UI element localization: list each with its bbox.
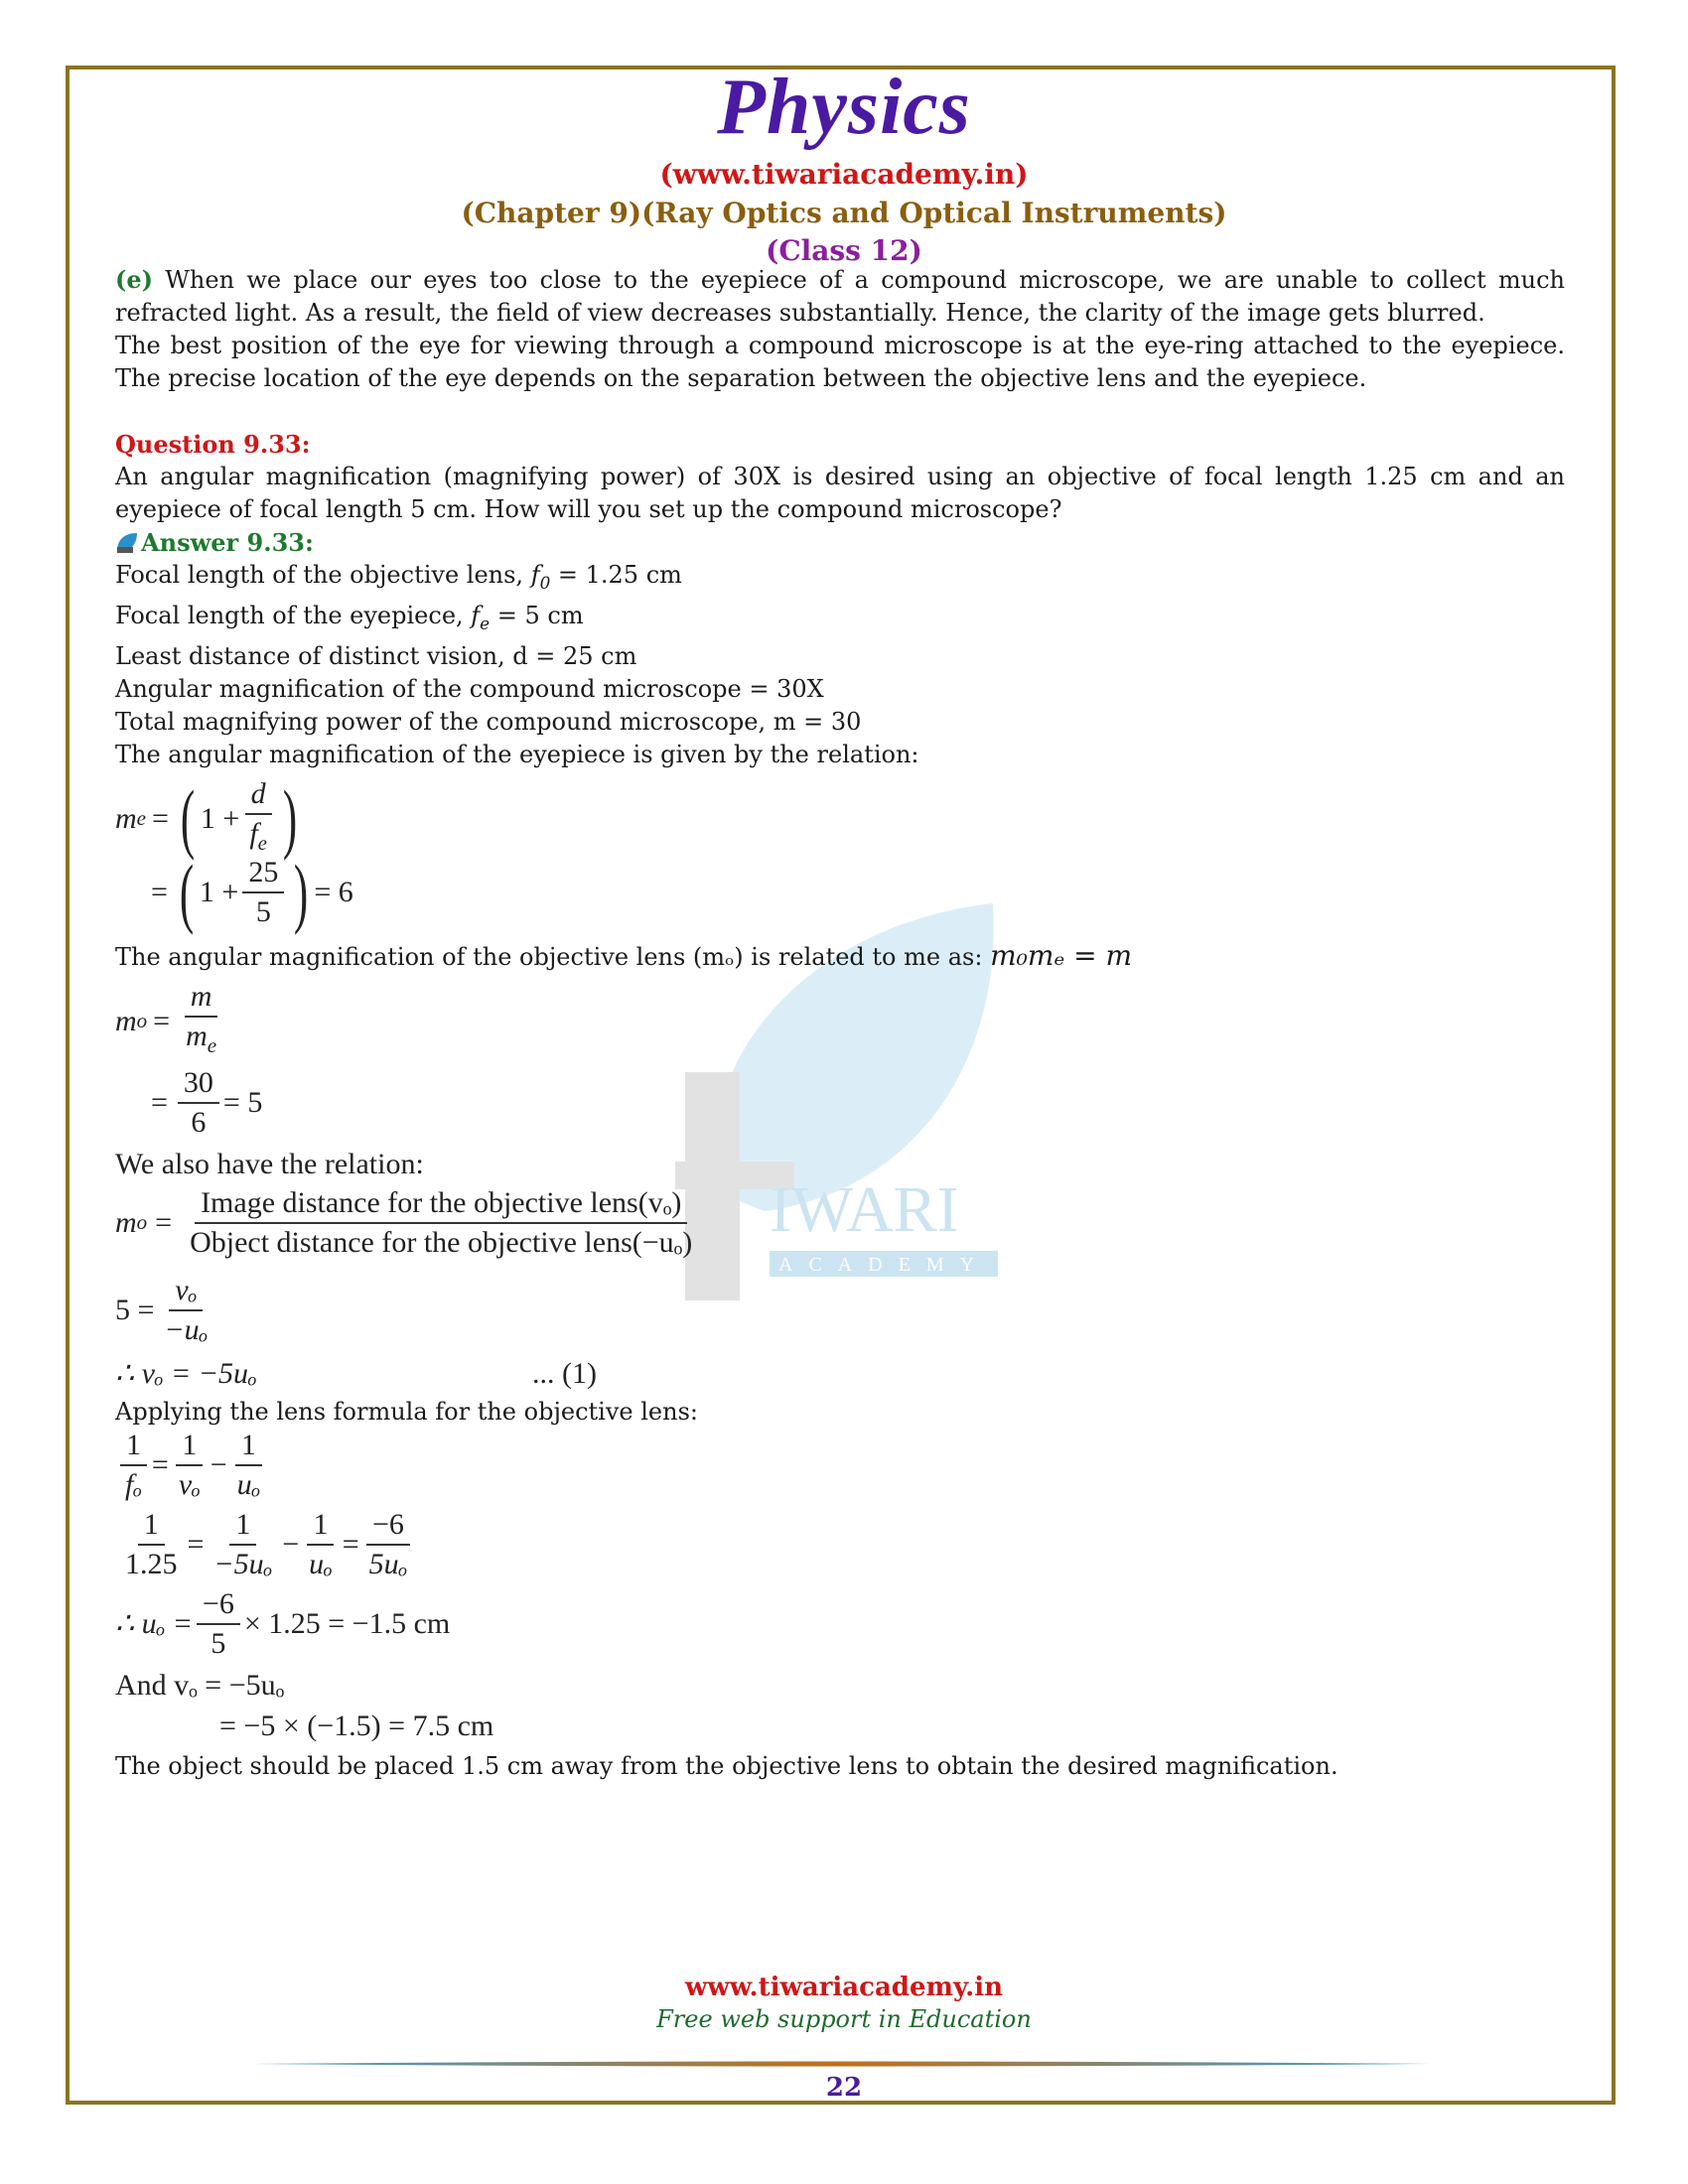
answer-line3: Least distance of distinct vision, d = 25 cm	[115, 641, 637, 670]
answer-line5: Total magnifying power of the compound microscope, m = 30	[115, 707, 862, 736]
eq-me: m e = ( 1 + $\frac{d}{f_e}$ ) = ( 1 + $\frac{25}{5}$ ) = 6	[115, 774, 353, 935]
answer-line2: Focal length of the eyepiece, $f_e = 5$ cm	[115, 601, 584, 633]
answer-line1: Focal length of the objective lens, $f_0 = 1.25$ cm	[115, 561, 682, 593]
answer-heading	[115, 526, 1565, 559]
watermark-text: IWARI	[770, 1173, 959, 1246]
footer-site: www.tiwariacademy.in	[685, 1973, 1003, 2002]
answer-line8: We also have the relation:	[115, 1147, 424, 1180]
page-content	[115, 263, 1565, 1783]
part-e-para1	[115, 263, 1565, 330]
eq-mo: m o = $\frac{m}{m_e}$ = $\frac{30}{6}$ = 5	[115, 979, 263, 1139]
page-footer	[0, 1971, 1688, 2034]
answer-line7: The angular magnification of the objective lens (mₒ) is related to me as: m₀mₑ = m	[115, 938, 1133, 972]
answer-title: Answer 9.33:	[141, 528, 314, 557]
answer-line6: The angular magnification of the eyepiece is given by the relation:	[115, 740, 919, 768]
page-number: 22	[825, 2073, 863, 2103]
answer-conclusion: The object should be placed 1.5 cm away from the objective lens to obtain the desired magnification.	[115, 1751, 1338, 1780]
eq-five: 5 = $\frac{\text{vₒ}}{\text{−uₒ}}$ ∴ vₒ = −5uₒ ... (1)	[115, 1273, 597, 1390]
header-site: (www.tiwariacademy.in)	[659, 158, 1029, 191]
question-title: Question 9.33:	[115, 430, 311, 459]
answer-line4: Angular magnification of the compound microscope = 30X	[115, 674, 824, 703]
question-text: An angular magnification (magnifying power) of 30X is desired using an objective of focal length 1.25 cm and an eyepiece of focal length 5 cm. How will you set up the compound microscope?	[115, 463, 1565, 523]
header-chapter: (Chapter 9)(Ray Optics and Optical Instruments)	[461, 197, 1227, 229]
footer-divider	[248, 2061, 1430, 2067]
eq-mo-relation: m o = $\frac{\text{Image distance for the objective lens(vₒ)}}{\text{Object distance for the objective lens(−uₒ)}}$	[115, 1185, 693, 1259]
eq-lens-formula: $\frac{1}{\text{fₒ}}$ = $\frac{1}{\text{vₒ}}$ − $\frac{1}{\text{uₒ}}$ $\frac{1}{1.25}$ = $\frac{1}{\text{−5uₒ}}$ − $\frac{1}{\text{uₒ}}$ = $\frac{-6}{\text{5uₒ}}$ ∴ uₒ = $\frac{-6}{5}$ × 1.25 = −1.5 cm And vₒ = −5uₒ = −5 × (−1.5) = 7.5 cm	[115, 1428, 494, 1742]
footer-tagline: Free web support in Education	[656, 2005, 1032, 2033]
page-title: Physics	[717, 64, 971, 151]
part-e-text1: When we place our eyes too close to the eyepiece of a compound microscope, we are unable to collect much refracted light. As a result, the field of view decreases substantially. Hence, the clarity of the image gets blurred.	[115, 266, 1565, 327]
answer-leaf-icon	[115, 531, 139, 555]
part-e-para2: The best position of the eye for viewing through a compound microscope is at the eye-ring attached to the eyepiece. The precise location of the eye depends on the separation between the objective lens and the eyepiece.	[115, 332, 1565, 392]
watermark-sub: ACADEMY	[778, 1254, 991, 1276]
answer-line9: Applying the lens formula for the objective lens:	[115, 1397, 698, 1426]
part-e-tag: (e)	[115, 265, 153, 294]
page-header	[0, 60, 1688, 270]
header-class: (Class 12)	[766, 234, 922, 267]
